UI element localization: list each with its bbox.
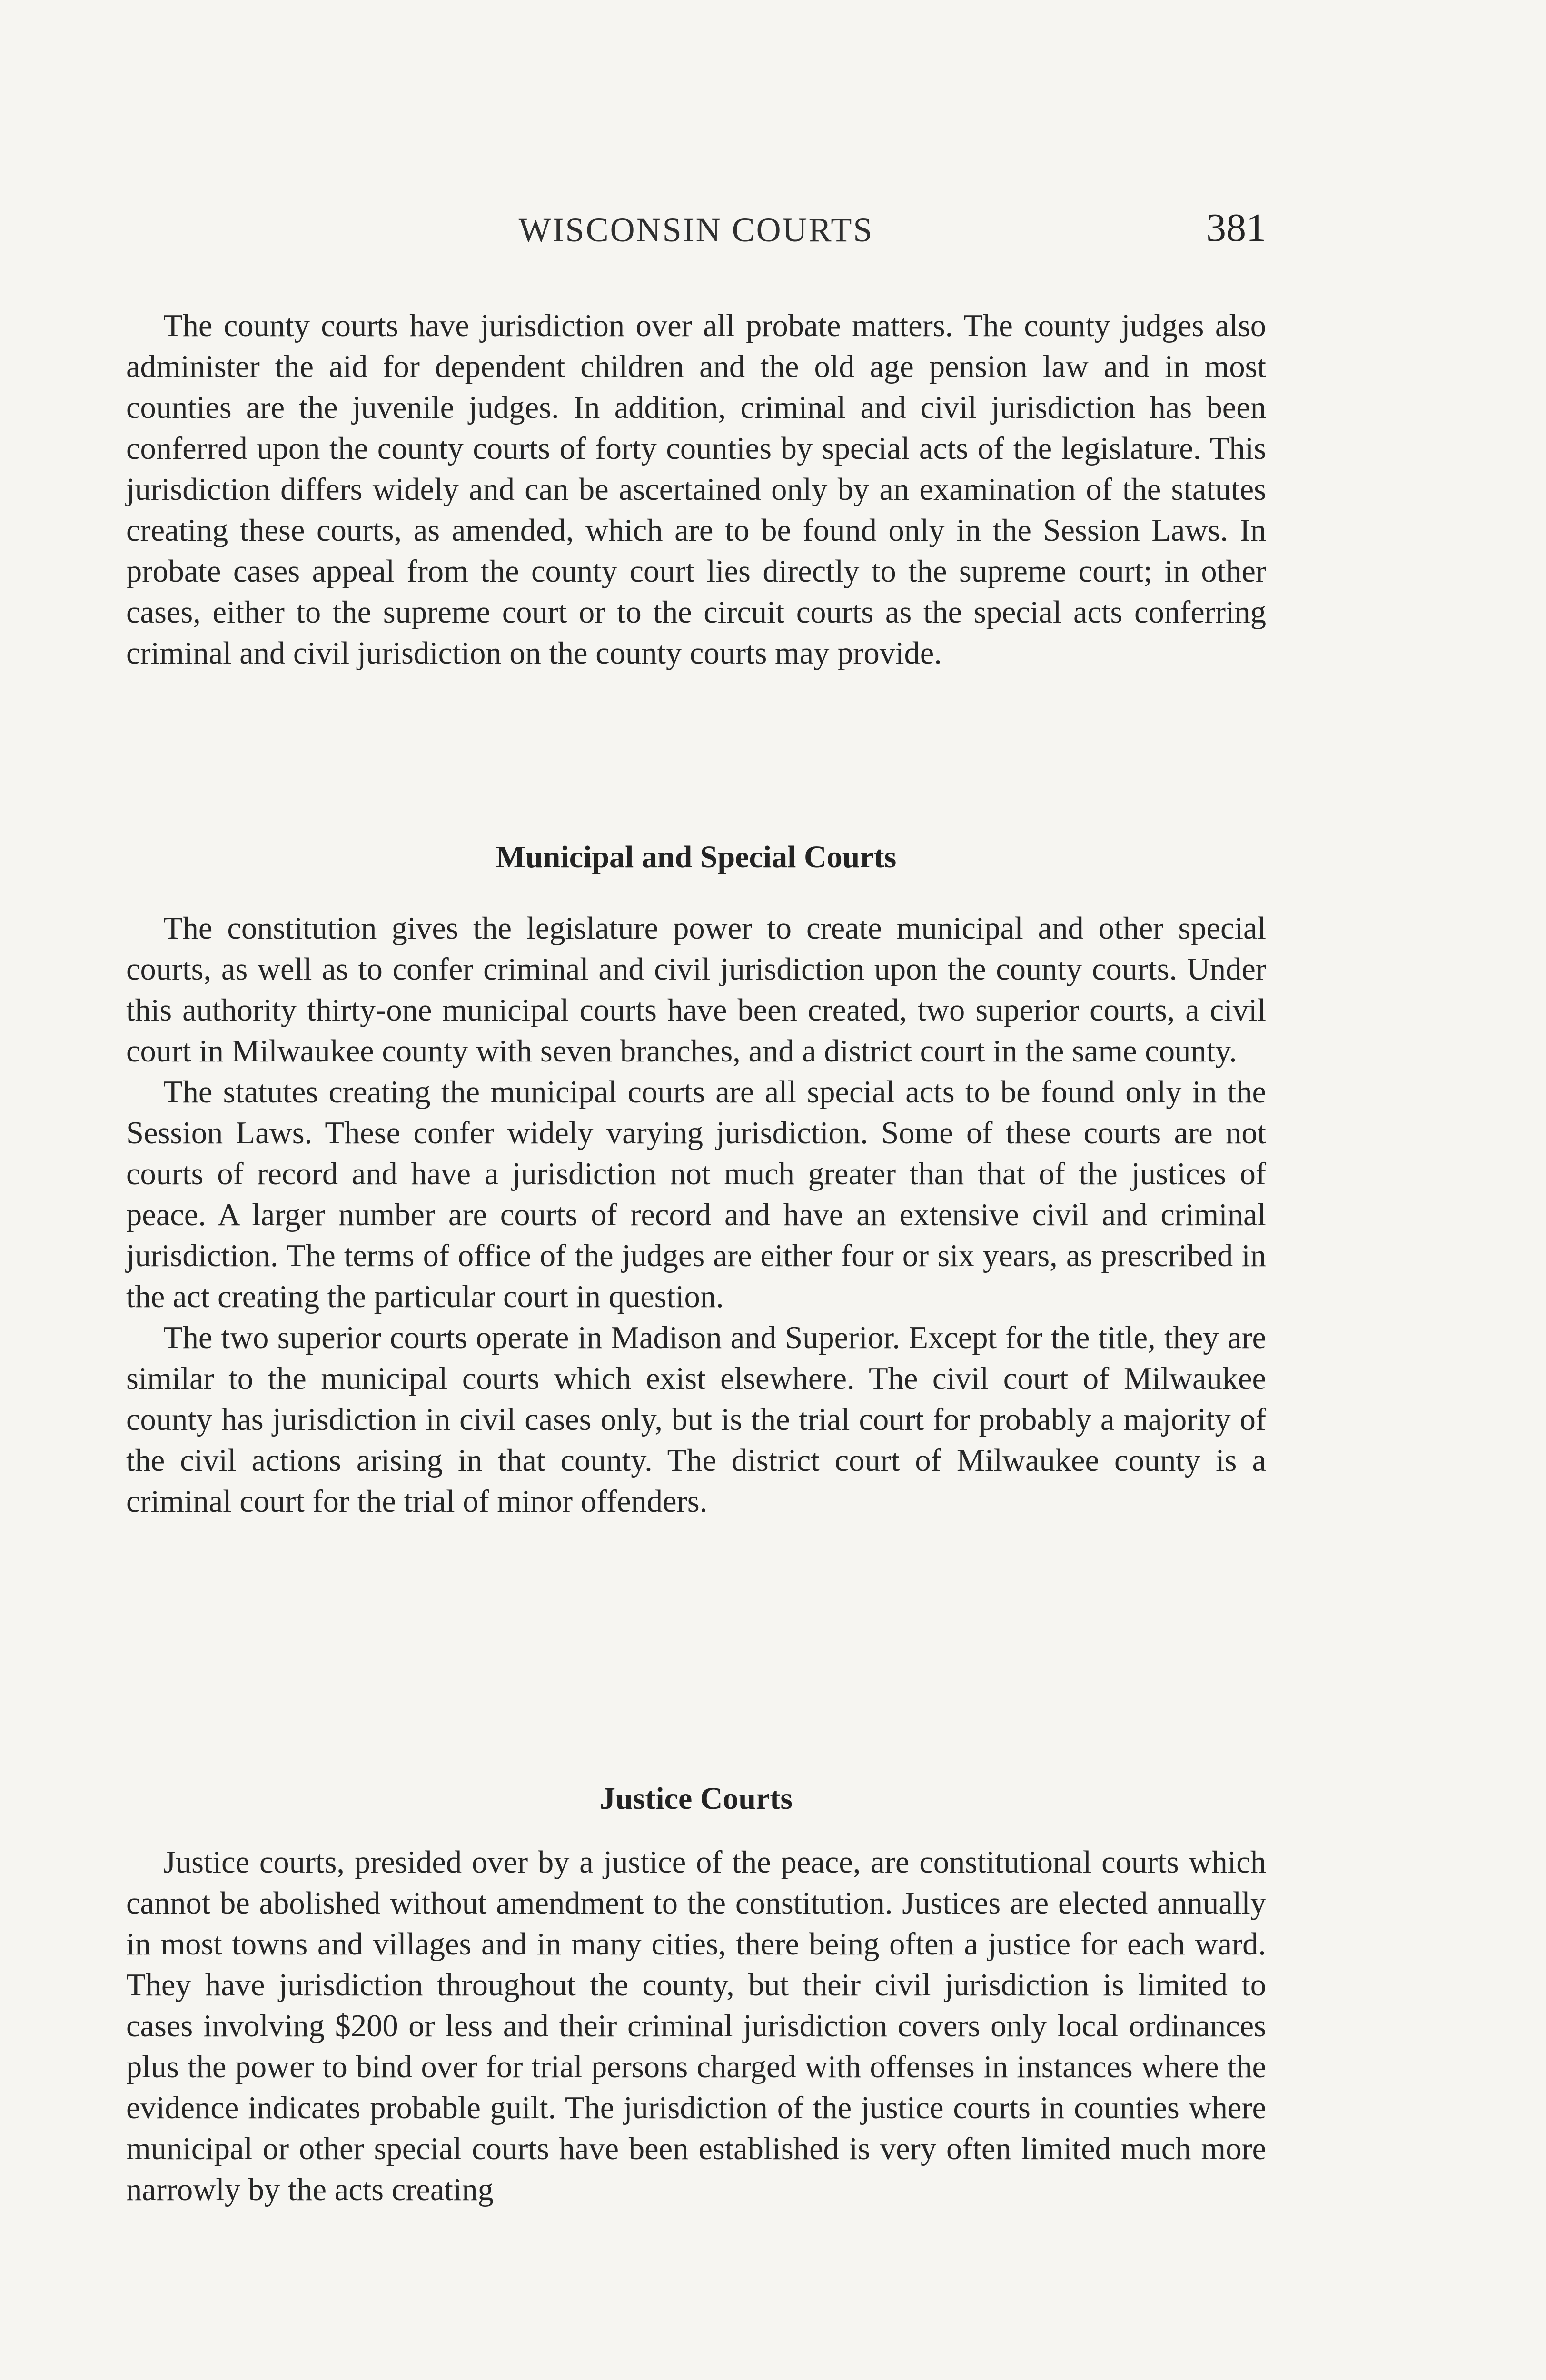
page-header: [126, 205, 1266, 257]
section-heading-justice: Justice Courts: [599, 1781, 793, 1816]
page-number: 381: [1206, 206, 1266, 250]
justice-courts-section: [126, 1842, 1266, 2211]
paragraph: The statutes creating the municipal courts are all special acts to be found only in the Session Laws. These confer widely varying jurisdiction. Some of these courts are not courts of record and have a jurisdiction not much greater than that of the justices of peace. A larger number are courts of record and have an extensive civil and criminal jurisdiction. The terms of office of the judges are either four or six years, as prescribed in the act creating the particular court in question.: [126, 1075, 1266, 1314]
municipal-courts-section: [126, 908, 1266, 1522]
paragraph: The two superior courts operate in Madison and Superior. Except for the title, they are similar to the municipal courts which exist elsewhere. The civil court of Milwaukee county has jurisdiction in civil cases only, but is the trial court for probably a majority of the civil actions arising in that county. The district court of Milwaukee county is a criminal court for the trial of minor offenders.: [126, 1320, 1266, 1519]
running-title: WISCONSIN COURTS: [518, 211, 874, 249]
paragraph: The county courts have jurisdiction over all probate matters. The county judges also administer the aid for dependent children and the old age pension law and in most counties are the juvenile judges. In addition, criminal and civil jurisdiction has been conferred upon the county courts of forty counties by special acts of the legislature. This jurisdiction differs widely and can be ascertained only by an examination of the statutes creating these courts, as amended, which are to be found only in the Session Laws. In probate cases appeal from the county court lies directly to the supreme court; in other cases, either to the supreme court or to the circuit courts as the special acts conferring criminal and civil jurisdiction on the county courts may provide.: [126, 308, 1266, 671]
county-courts-section: [126, 306, 1266, 674]
paragraph: The constitution gives the legislature power to create municipal and other special courts, as well as to confer criminal and civil jurisdiction upon the county courts. Under this authority thirty-one municipal courts have been created, two superior courts, a civil court in Milwaukee county with seven branches, and a district court in the same county.: [126, 911, 1266, 1069]
paragraph: Justice courts, presided over by a justice of the peace, are constitutional courts which cannot be abolished without amendment to the constitution. Justices are elected annually in most towns and villages and in many cities, there being often a justice for each ward. They have jurisdiction throughout the county, but their civil jurisdiction is limited to cases involving $200 or less and their criminal jurisdiction covers only local ordinances plus the power to bind over for trial persons charged with offenses in instances where the evidence indicates probable guilt. The jurisdiction of the justice courts in counties where municipal or other special courts have been established is very often limited much more narrowly by the acts creating: [126, 1845, 1266, 2207]
section-heading-municipal: Municipal and Special Courts: [496, 840, 897, 874]
